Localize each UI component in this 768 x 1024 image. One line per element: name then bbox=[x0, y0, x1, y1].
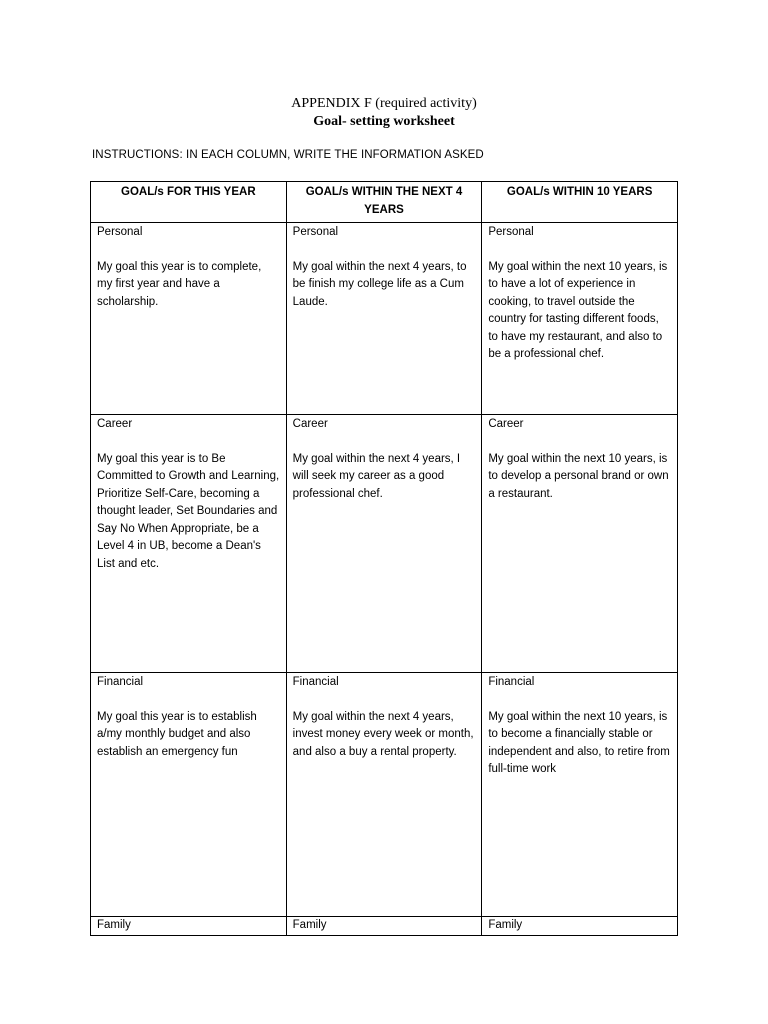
category-label: Personal bbox=[488, 226, 534, 238]
goal-text: My goal within the next 10 years, is to have a lot of experience in cooking, to travel outside the country for tasting different foods, to have my restaurant, and also to be a professional chef. bbox=[488, 260, 668, 360]
table-cell bbox=[286, 917, 482, 936]
table-cell bbox=[482, 415, 678, 673]
goal-text: My goal this year is to Be Committed to Growth and Learning, Prioritize Self-Care, becoming a thought leader, Set Boundaries and Say No When Appropriate, be a Level 4 in UB, become a Dean's List and etc. bbox=[97, 452, 280, 570]
table-cell bbox=[286, 223, 482, 415]
category-label: Financial bbox=[97, 676, 144, 688]
goal-text: My goal within the next 4 years, to be finish my college life as a Cum Laude. bbox=[292, 260, 467, 308]
table-cell bbox=[91, 917, 287, 936]
goal-setting-table bbox=[90, 181, 678, 936]
page-title: APPENDIX F (required activity) bbox=[291, 96, 477, 111]
category-label: Personal bbox=[97, 226, 143, 238]
goal-text: My goal within the next 10 years, is to develop a personal brand or own a restaurant. bbox=[488, 452, 669, 500]
column-header-this-year: GOAL/s FOR THIS YEAR bbox=[91, 182, 287, 223]
goal-text: My goal within the next 4 years, invest money every week or month, and also a buy a rental property. bbox=[292, 710, 474, 758]
instructions-text: INSTRUCTIONS: IN EACH COLUMN, WRITE THE INFORMATION ASKED bbox=[92, 149, 484, 161]
category-label: Career bbox=[488, 418, 524, 430]
table-cell bbox=[286, 673, 482, 917]
table-cell bbox=[482, 917, 678, 936]
category-label: Family bbox=[292, 919, 327, 931]
table-row-financial bbox=[91, 673, 678, 917]
table-cell bbox=[91, 673, 287, 917]
column-header-next-4-years: GOAL/s WITHIN THE NEXT 4 YEARS bbox=[286, 182, 482, 223]
category-label: Career bbox=[292, 418, 328, 430]
table-cell bbox=[91, 415, 287, 673]
table-cell bbox=[482, 673, 678, 917]
category-label: Financial bbox=[292, 676, 339, 688]
column-header-10-years: GOAL/s WITHIN 10 YEARS bbox=[482, 182, 678, 223]
table-cell bbox=[482, 223, 678, 415]
category-label: Financial bbox=[488, 676, 535, 688]
table-cell bbox=[91, 223, 287, 415]
table-row-family bbox=[91, 917, 678, 936]
table-header-row bbox=[91, 182, 678, 223]
goal-text: My goal this year is to complete, my first year and have a scholarship. bbox=[97, 260, 262, 308]
goal-text: My goal within the next 4 years, I will seek my career as a good professional chef. bbox=[292, 452, 461, 500]
page-subtitle: Goal- setting worksheet bbox=[313, 114, 455, 129]
category-label: Personal bbox=[292, 226, 339, 238]
goal-text: My goal this year is to establish a/my monthly budget and also establish an emergency fun bbox=[97, 710, 257, 758]
table-row-career bbox=[91, 415, 678, 673]
category-label: Career bbox=[97, 418, 133, 430]
table-cell bbox=[286, 415, 482, 673]
table-row-personal bbox=[91, 223, 678, 415]
category-label: Family bbox=[488, 919, 523, 931]
goal-text: My goal within the next 10 years, is to become a financially stable or independent and also, to retire from full-time work bbox=[488, 710, 670, 775]
category-label: Family bbox=[97, 919, 131, 931]
